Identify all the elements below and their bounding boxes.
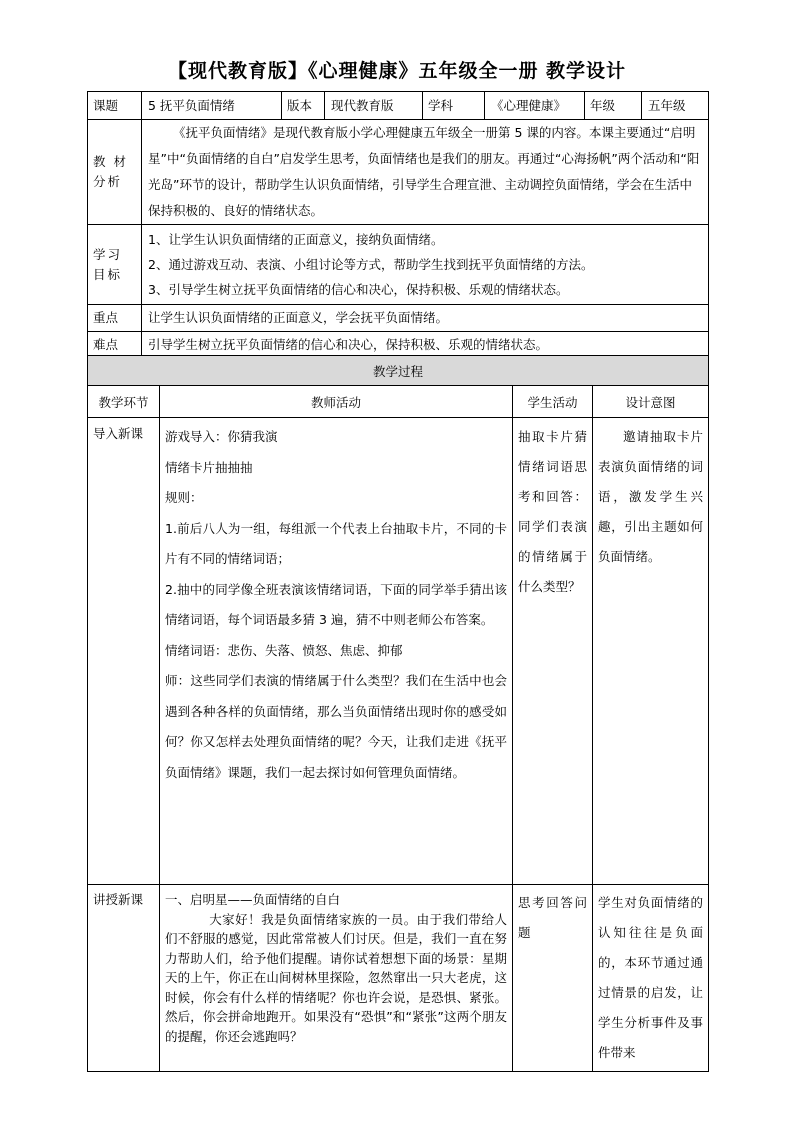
section-heading-qimingxing: 一、启明星——负面情绪的自白 [165,892,341,907]
info-row-topic [88,92,709,120]
student-activity-new-lesson [513,885,593,1072]
info-row-goals [88,225,709,305]
design-new-lesson-text: 学生对负面情绪的认知往往是负面的，本环节通过通过情景的启发，让学生分析事件及事件带来 [598,895,704,1060]
edition-value: 现代教育版 [325,92,423,120]
student-new-lesson-text: 思考回答问题 [518,895,587,940]
difficulty-label: 难点 [88,332,142,359]
design-intent-intro [593,418,709,885]
intro-line-3: 规则： [165,490,203,505]
stage-new-lesson [88,885,160,1072]
key-text: 让学生认识负面情绪的正面意义，学会抚平负面情绪。 [142,305,709,332]
info-row-analysis [88,120,709,225]
teacher-activity-intro [160,418,513,885]
topic-label: 课题 [88,92,142,120]
intro-line-5: 2.抽中的同学像全班表演该情绪词语，下面的同学举手猜出该情绪词语，每个词语最多猜 3 遍，猜不中则老师公布答案。 [165,581,507,627]
section-paragraph [165,910,507,1047]
design-intro-text: 邀请抽取卡片表演负面情绪的词语，激发学生兴趣，引出主题如何负面情绪。 [598,429,704,564]
col-stage-header: 教学环节 [88,386,160,418]
goals-label-line2: 目标 [93,266,123,282]
intro-line-4: 1.前后八人为一组，每组派一个代表上台抽取卡片，不同的卡片有不同的情绪词语； [165,520,507,566]
grade-label: 年级 [585,92,642,120]
stage-intro-label: 导入新课 [93,426,144,441]
goals-label-line1: 学习 [93,246,123,262]
info-row-key [88,305,709,332]
process-header-row [88,386,709,418]
goal-item-3: 3、引导学生树立抚平负面情绪的信心和决心，保持积极、乐观的情绪状态。 [148,282,569,297]
process-row-new-lesson [88,885,709,1072]
teacher-activity-new-lesson [160,885,513,1072]
lesson-info-table [87,91,709,359]
stage-new-lesson-label: 讲授新课 [93,892,144,907]
student-activity-intro [513,418,593,885]
subject-value: 《心理健康》 [485,92,585,120]
analysis-label [88,120,142,225]
analysis-paragraph: 《抚平负面情绪》是现代教育版小学心理健康五年级全一册第 5 课的内容。本课主要通过“启明星”中“负面情绪的自白”启发学生思考，负面情绪也是我们的朋友。再通过“心海扬帆”两个活动和“阳光岛”环节的设计，帮助学生认识负面情绪，引导学生合理宣泄、主动调控负面情绪，学会在生活中保持积极的、良好的情绪状态。 [148,125,700,218]
analysis-text [142,120,709,225]
process-row-intro [88,418,709,885]
process-heading: 教学过程 [88,356,709,386]
intro-line-1: 游戏导入：你猜我演 [165,429,278,444]
stage-intro [88,418,160,885]
topic-value: 5 抚平负面情绪 [142,92,282,120]
analysis-label-line1: 教 材 [93,154,128,169]
goal-item-1: 1、让学生认识负面情绪的正面意义，接纳负面情绪。 [148,232,444,247]
analysis-label-line2: 分析 [93,174,123,189]
difficulty-text: 引导学生树立抚平负面情绪的信心和决心，保持积极、乐观的情绪状态。 [142,332,709,359]
teaching-process-table [87,355,709,1072]
goals-label [88,225,142,305]
subject-label: 学科 [423,92,485,120]
edition-label: 版本 [282,92,325,120]
student-intro-text: 抽取卡片猜情绪词语思考和回答：同学们表演的情绪属于什么类型？ [518,429,587,594]
goal-item-2: 2、通过游戏互动、表演、小组讨论等方式，帮助学生找到抚平负面情绪的方法。 [148,257,594,272]
grade-value: 五年级 [642,92,709,120]
goals-list [142,225,709,305]
col-student-header: 学生活动 [513,386,593,418]
col-design-header: 设计意图 [593,386,709,418]
key-label: 重点 [88,305,142,332]
design-intent-new-lesson [593,885,709,1072]
document-title: 【现代教育版】《心理健康》五年级全一册 教学设计 [167,60,627,82]
section-paragraph-text: 大家好！我是负面情绪家族的一员。由于我们带给人们不舒服的感觉，因此常常被人们讨厌。但是，我们一直在努力帮助人们，给予他们提醒。请你试着想想下面的场景：星期天的上午，你正在山间树林里探险，忽然窜出一只大老虎，这时候，你会有什么样的情绪呢？你也许会说，是恐惧、紧张。然后，你会拼命地跑开。如果没有“恐惧”和“紧张”这两个朋友的提醒，你还会逃跑吗？ [165,911,507,1044]
intro-line-7: 师：这些同学们表演的情绪属于什么类型？我们在生活中也会遇到各种各样的负面情绪，那么当负面情绪出现时你的感受如何？你又怎样去处理负面情绪的呢？今天，让我们走进《抚平负面情绪》课题，我们一起去探讨如何管理负面情绪。 [165,673,507,780]
col-teacher-header: 教师活动 [160,386,513,418]
intro-line-2: 情绪卡片抽抽抽 [165,459,253,475]
intro-line-6: 情绪词语：悲伤、失落、愤怒、焦虑、抑郁 [165,642,403,658]
